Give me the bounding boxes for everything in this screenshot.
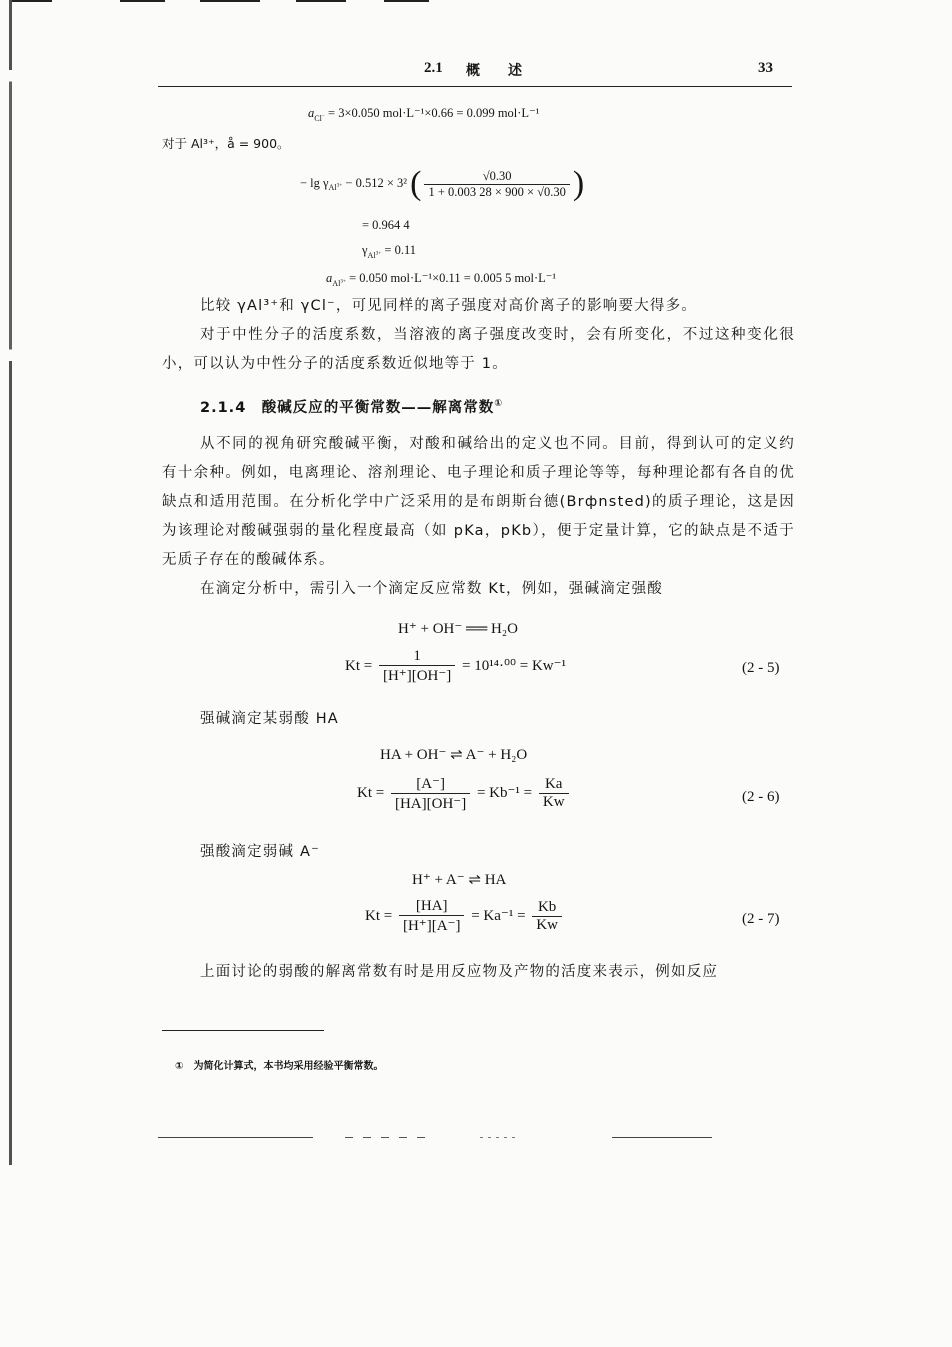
header-title: 概 述	[466, 63, 522, 79]
eq7-expression: Kt = $\frac{[HA]}{[H^+][A^-]}$ = Ka⁻¹ = $\frac{Kb}{Kw}$	[365, 898, 565, 935]
eq6-number: (2 - 6)	[742, 789, 780, 805]
calc-lg-gamma: − $\lg \gamma_{Al^{3+}} - 0.512 \times 3^2$ ( $\frac{√0.30}{1 + 0.003 28 \times 900 \times √0.30}$ )	[300, 165, 585, 202]
scan-mark	[345, 1137, 435, 1138]
binding-edge	[9, 0, 12, 1165]
neutral-paragraph: 对于中性分子的活度系数，当溶液的离子强度改变时，会有所变化，不过这种变化很小，可以认为中性分子的活度系数近似地等于 1。	[162, 327, 795, 372]
strong-base-weak-acid-label: 强碱滴定某弱酸 HA	[200, 711, 339, 727]
scan-mark	[480, 1137, 520, 1138]
eq7-reaction: H⁺ + A⁻ ⇌ HA	[412, 872, 507, 888]
scan-mark	[12, 0, 52, 2]
eq7-number: (2 - 7)	[742, 911, 780, 927]
footnote-rule	[162, 1030, 324, 1031]
scan-mark	[612, 1137, 712, 1138]
calc-a-al: $a_{Al^{3+}} = 0.050$ mol·L⁻¹×0.11 = 0.005 5 mol·L⁻¹	[326, 271, 557, 288]
compare-paragraph: 比较 γAl³⁺和 γCl⁻，可见同样的离子强度对高价离子的影响要大得多。	[200, 298, 697, 314]
footnote: ① 为简化计算式，本书均采用经验平衡常数。	[175, 1061, 384, 1072]
eq5-number: (2 - 5)	[742, 660, 780, 676]
calc-lg-value: = 0.964 4	[362, 218, 410, 232]
header-section-number: 2.1	[424, 60, 443, 76]
titration-constant-paragraph: 在滴定分析中，需引入一个滴定反应常数 Kt，例如，强碱滴定强酸	[200, 581, 664, 597]
header-rule	[158, 86, 792, 87]
eq5-expression: Kt = $\frac{1}{[H^+][OH^-]}$ = 10¹⁴·⁰⁰ = Kw⁻¹	[345, 648, 567, 684]
scan-mark	[158, 1137, 313, 1138]
scan-mark	[296, 0, 346, 2]
strong-acid-weak-base-label: 强酸滴定弱碱 A⁻	[200, 844, 320, 860]
eq6-expression: Kt = $\frac{[A^-]}{[HA][OH^-]}$ = Kb⁻¹ = $\frac{Ka}{Kw}$	[357, 774, 572, 813]
page-number: 33	[758, 60, 773, 76]
calc-a-cl: $a_{Cl^-} = 3\times 0.050$ mol·L⁻¹×0.66 = 0.099 mol·L⁻¹	[308, 106, 540, 123]
calc-al-intro: 对于 Al³⁺，å = 900。	[162, 136, 290, 151]
eq6-reaction: HA + OH⁻ ⇌ A⁻ + H₂O	[380, 747, 528, 763]
activity-paragraph: 上面讨论的弱酸的解离常数有时是用反应物及产物的活度来表示，例如反应	[200, 964, 719, 980]
acid-base-definition-paragraph: 从不同的视角研究酸碱平衡，对酸和碱给出的定义也不同。目前，得到认可的定义约有十余种。例如，电离理论、溶剂理论、电子理论和质子理论等等，每种理论都有各自的优缺点和适用范围。在分析化学中广泛采用的是布朗斯台德(Brфnsted)的质子理论，这是因为该理论对酸碱强弱的量化程度最高（如 pKa，pKb），便于定量计算，它的缺点是不适于无质子存在的酸碱体系。	[162, 436, 795, 568]
calc-gamma-al: $\gamma_{Al^{3+}} = 0.11$	[362, 243, 416, 260]
scan-mark	[200, 0, 260, 2]
eq5-reaction: H⁺ + OH⁻ ══ H₂O	[398, 621, 518, 637]
scan-mark	[120, 0, 165, 2]
scan-mark	[384, 0, 429, 2]
section-heading: 2.1.4 酸碱反应的平衡常数——解离常数①	[200, 398, 504, 416]
